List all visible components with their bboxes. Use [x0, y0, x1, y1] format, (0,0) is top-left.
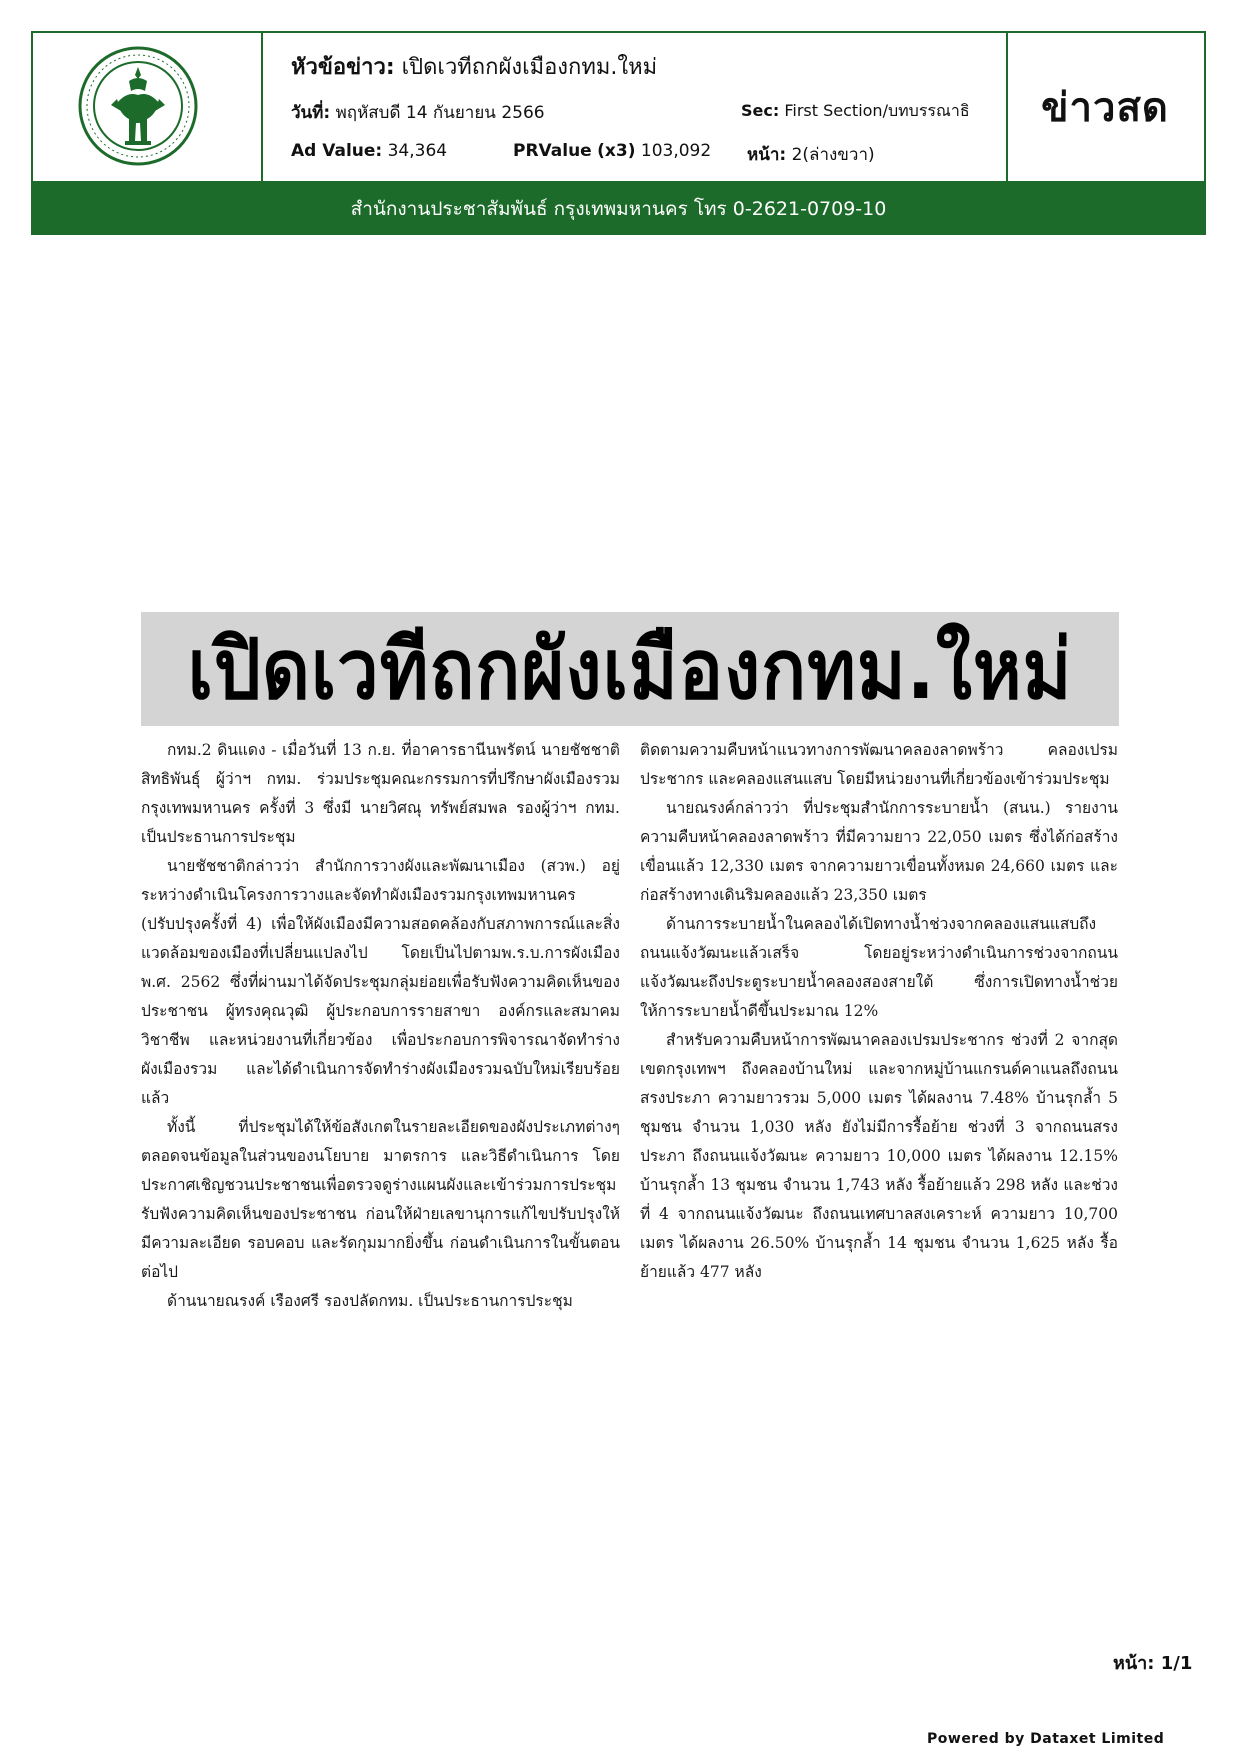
ad-value: 34,364	[387, 141, 448, 161]
article-paragraph: สำหรับความคืบหน้าการพัฒนาคลองเปรมประชากร ช่วงที่ 2 จากสุดเขตกรุงเทพฯ ถึงคลองบ้านใหม่ และจากหมู่บ้านแกรนด์คาแนลถึงถนนสรงประภา ความยาวรวม 5,000 เมตร ได้ผลงาน 7.48% บ้านรุกล้ำ 5 ชุมชน จำนวน 1,030 หลัง ยังไม่มีการรื้อย้าย ช่วงที่ 3 จากถนนสรงประภา ถึงถนนแจ้งวัฒนะ ความยาว 10,000 เมตร ได้ผลงาน 12.15% บ้านรุกล้ำ 13 ชุมชน จำนวน 1,743 หลัง รื้อย้ายแล้ว 298 หลัง และช่วงที่ 4 จากถนนแจ้งวัฒนะ ถึงถนนเทศบาลสงเคราะห์ ความยาว 10,700 เมตร ได้ผลงาน 26.50% บ้านรุกล้ำ 14 ชุมชน จำนวน 1,625 หลัง รื้อย้ายแล้ว 477 หลัง	[640, 1031, 1118, 1281]
section-label: Sec:	[741, 101, 780, 120]
pr-value: 103,092	[640, 141, 712, 161]
headline-label: หัวข้อข่าว:	[291, 55, 395, 80]
ad-value-label: Ad Value:	[291, 141, 383, 161]
logo-cell	[33, 33, 263, 181]
date-field	[291, 99, 545, 126]
article-headline-box	[141, 612, 1119, 726]
ad-value-field	[291, 141, 447, 161]
newspaper-brand: ข่าวสด	[1041, 85, 1169, 131]
headline-value: เปิดเวทีถกผังเมืองกทม.ใหม่	[401, 55, 658, 80]
page-label: หน้า:	[747, 145, 787, 165]
page-number: หน้า: 1/1	[1113, 1653, 1193, 1674]
pr-multiplier: (x3)	[597, 141, 636, 161]
article-paragraph: ด้านนายณรงค์ เรืองศรี รองปลัดกทม. เป็นประธานการประชุม	[167, 1292, 573, 1310]
page-field	[747, 141, 875, 168]
clipping-header	[31, 31, 1206, 183]
section-field	[741, 99, 970, 124]
article-paragraph: กทม.2 ดินแดง - เมื่อวันที่ 13 ก.ย. ที่อาคารธานีนพรัตน์ นายชัชชาติ สิทธิพันธุ์ ผู้ว่าฯ กทม. ร่วมประชุมคณะกรรมการที่ปรึกษาผังเมืองรวมกรุงเทพมหานคร ครั้งที่ 3 ซึ่งมี นายวิศณุ ทรัพย์สมพล รองผู้ว่าฯ กทม. เป็นประธานการประชุม	[141, 741, 620, 846]
headline-field	[291, 49, 657, 84]
pr-value-label: PRValue	[513, 141, 592, 161]
article-column-right	[640, 736, 1118, 1287]
article-headline: เปิดเวทีถกผังเมืองกทม.ใหม่	[187, 621, 1073, 719]
powered-by-credit: Powered by Dataxet Limited	[927, 1731, 1165, 1747]
pr-office-banner: สำนักงานประชาสัมพันธ์ กรุงเทพมหานคร โทร 0-2621-0709-10	[31, 183, 1206, 235]
pr-value-field	[513, 141, 711, 161]
bma-seal-logo	[77, 45, 199, 167]
article-paragraph: นายชัชชาติกล่าวว่า สำนักการวางผังและพัฒนาเมือง (สวพ.) อยู่ระหว่างดำเนินโครงการวางและจัดทำผังเมืองรวมกรุงเทพมหานคร (ปรับปรุงครั้งที่ 4) เพื่อให้ผังเมืองมีความสอดคล้องกับสภาพการณ์และสิ่งแวดล้อมของเมืองที่เปลี่ยนแปลงไป โดยเป็นไปตามพ.ร.บ.การผังเมือง พ.ศ. 2562 ซึ่งที่ผ่านมาได้จัดประชุมกลุ่มย่อยเพื่อรับฟังความคิดเห็นของประชาชน ผู้ทรงคุณวุฒิ ผู้ประกอบการรายสาขา องค์กรและสมาคมวิชาชีพ และหน่วยงานที่เกี่ยวข้อง เพื่อประกอบการพิจารณาจัดทำร่างผังเมืองรวม และได้ดำเนินการจัดทำร่างผังเมืองรวมฉบับใหม่เรียบร้อยแล้ว	[141, 857, 620, 1107]
page-value: 2(ล่างขวา)	[791, 145, 875, 165]
article-paragraph: นายณรงค์กล่าวว่า ที่ประชุมสำนักการระบายน้ำ (สนน.) รายงานความคืบหน้าคลองลาดพร้าว ที่มีความยาว 22,050 เมตร ซึ่งได้ก่อสร้างเขื่อนแล้ว 12,330 เมตร จากความยาวเขื่อนทั้งหมด 24,660 เมตร และก่อสร้างทางเดินริมคลองแล้ว 23,350 เมตร	[640, 799, 1118, 904]
article-paragraph: ด้านการระบายน้ำในคลองได้เปิดทางน้ำช่วงจากคลองแสนแสบถึงถนนแจ้งวัฒนะแล้วเสร็จ โดยอยู่ระหว่างดำเนินการช่วงจากถนนแจ้งวัฒนะถึงประตูระบายน้ำคลองสองสายใต้ ซึ่งการเปิดทางน้ำช่วยให้การระบายน้ำดีขึ้นประมาณ 12%	[640, 915, 1118, 1020]
article-column-left	[141, 736, 620, 1316]
article-paragraph: ติดตามความคืบหน้าแนวทางการพัฒนาคลองลาดพร้าว คลองเปรมประชากร และคลองแสนแสบ โดยมีหน่วยงานที่เกี่ยวข้องเข้าร่วมประชุม	[640, 741, 1118, 788]
date-label: วันที่:	[291, 103, 331, 123]
date-value: พฤหัสบดี 14 กันยายน 2566	[335, 103, 545, 123]
article-paragraph: ทั้งนี้ ที่ประชุมได้ให้ข้อสังเกตในรายละเอียดของผังประเภทต่างๆ ตลอดจนข้อมูลในส่วนของนโยบาย มาตรการ และวิธีดำเนินการ โดยประกาศเชิญชวนประชาชนเพื่อตรวจดูร่างแผนผังและเข้าร่วมการประชุมรับฟังความคิดเห็นของประชาชน ก่อนให้ฝ่ายเลขานุการแก้ไขปรับปรุงให้มีความละเอียด รอบคอบ และรัดกุมมากยิ่งขึ้น ก่อนดำเนินการในขั้นตอนต่อไป	[141, 1118, 620, 1281]
brand-cell	[1006, 33, 1204, 181]
section-value: First Section/บทบรรณาธิ	[784, 101, 970, 120]
info-cell	[261, 33, 1008, 181]
